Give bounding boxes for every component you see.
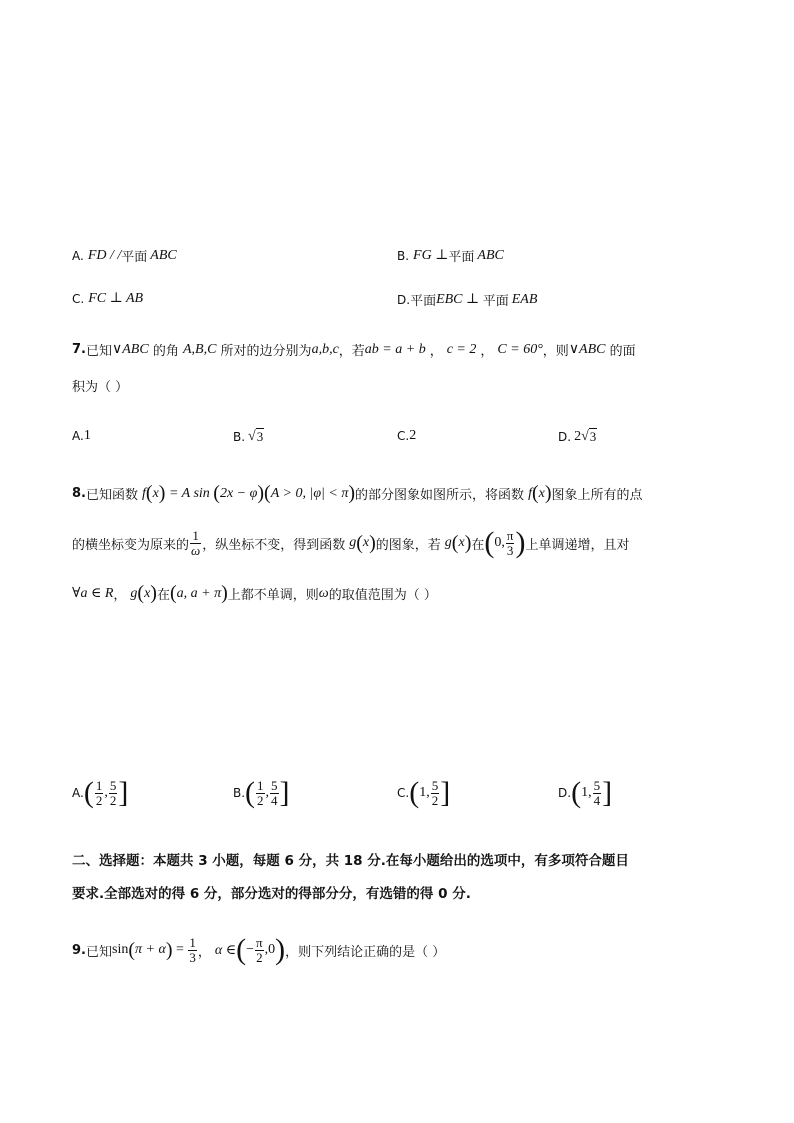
option-label: D. (558, 786, 572, 800)
fraction (593, 779, 602, 808)
paren: ) (544, 482, 552, 504)
option-expr: FD / / (87, 247, 122, 263)
stem-text: 在 (471, 537, 485, 553)
paren: ) (369, 531, 376, 554)
paren: ( (83, 776, 94, 809)
option-label: C. (397, 786, 410, 800)
option-label: C. (72, 291, 85, 306)
fraction (506, 529, 515, 558)
option-value: 2 (574, 428, 582, 444)
paren: ( (213, 482, 220, 504)
option-expr: ABC (150, 247, 177, 263)
paren: ( (145, 482, 153, 504)
stem-text: ， (197, 944, 211, 960)
triangle-symbol: ∨ABC (568, 342, 606, 357)
option-label: A. (72, 248, 84, 263)
paren: ( (356, 531, 363, 554)
numerator: 1 (189, 934, 196, 950)
question-number: 9. (72, 942, 86, 958)
bracket: ] (440, 776, 451, 809)
sides-expr: a,b,c (311, 341, 339, 357)
forall-expr: ∀a ∈ R (72, 586, 114, 601)
stem-text: 的取值范围为（ ） (328, 588, 437, 603)
q6-option-d (397, 290, 537, 309)
stem-text: ， (113, 588, 127, 603)
stem-text: 在 (156, 588, 170, 603)
paren: ( (264, 482, 271, 504)
perp-symbol: ⊥ (462, 292, 483, 307)
paren: ( (245, 776, 256, 809)
condition-expr: C = 60° (497, 341, 543, 357)
interval-start: 0, (494, 535, 505, 550)
fraction (255, 936, 264, 965)
paren: ( (137, 582, 145, 604)
fraction (431, 779, 440, 808)
stem-text: 已知函数 (85, 488, 138, 503)
numerator: 1 (257, 777, 264, 793)
numerator: 5 (271, 777, 278, 793)
comma: , (265, 785, 270, 800)
equation-expr: 2x − φ (219, 485, 258, 501)
paren: ) (221, 582, 228, 604)
function-name: f (528, 485, 532, 501)
interval-start: 1, (419, 785, 430, 800)
denominator: 2 (431, 792, 439, 808)
option-text: 平面 (410, 294, 437, 309)
paren: ) (150, 582, 157, 604)
q8-option-a (72, 778, 128, 808)
section2-line2: 要求.全部选对的得 6 分，部分选对的得部分分，有选错的得 0 分. (72, 886, 471, 902)
alpha-expr: α ∈ (214, 942, 237, 958)
q8-stem-line3 (72, 582, 437, 605)
fraction (95, 779, 104, 808)
denominator: 2 (256, 949, 263, 965)
stem-text: 的图象，若 (375, 537, 441, 553)
q7-stem-line1 (72, 340, 636, 359)
variable: x (458, 535, 465, 550)
variable: x (152, 485, 159, 501)
denominator: 3 (189, 949, 196, 965)
paren: ) (257, 482, 265, 504)
fraction (256, 779, 265, 808)
stem-text: 的部分图象如图所示，将函数 (355, 488, 525, 503)
option-expr: ABC (477, 247, 504, 263)
condition-expr: c = 2 (446, 341, 477, 357)
function-name: sin (112, 942, 129, 957)
triangle-symbol: ∨ABC (112, 342, 149, 357)
stem-text: ，若 (338, 344, 365, 359)
paren: ) (348, 482, 356, 504)
equation-expr: π + α (135, 942, 166, 957)
bracket: ] (602, 776, 613, 809)
sqrt-icon: √ (581, 428, 589, 444)
denominator: ω (191, 542, 201, 558)
paren: ( (571, 776, 582, 809)
paren: ( (128, 938, 136, 961)
q7-option-a (72, 428, 91, 444)
minus-sign: − (246, 942, 255, 957)
function-name: g (130, 585, 138, 601)
paren: ( (409, 776, 420, 809)
option-label: B. (233, 429, 246, 444)
option-value: 3 (256, 429, 264, 444)
stem-text: ，则 (542, 344, 569, 359)
option-expr: EBC (436, 291, 463, 307)
stem-text: 上都不单调，则 (227, 588, 319, 603)
option-expr: EAB (511, 291, 538, 307)
q7-stem-line2: 积为（ ） (72, 380, 129, 395)
bracket: ] (118, 776, 129, 809)
option-label: D. (397, 292, 411, 307)
equals-sign: = (172, 942, 188, 957)
option-value: 3 (589, 429, 597, 444)
q7-option-c (397, 428, 416, 444)
denominator: 2 (95, 792, 103, 808)
stem-text: 的角 (148, 344, 183, 359)
paren: ( (451, 531, 459, 554)
section2-line1: 二、选择题：本题共 3 小题，每题 6 分，共 18 分.在每小题给出的选项中，有多项符合题目 (72, 853, 629, 869)
numerator: 1 (192, 527, 199, 543)
stem-text: 已知 (85, 944, 112, 960)
stem-text: 的面 (605, 344, 636, 359)
q7-option-d (558, 428, 597, 445)
option-label: C. (397, 429, 410, 443)
numerator: π (256, 934, 263, 950)
option-text: 平面 (121, 250, 148, 265)
variable: x (362, 535, 370, 550)
paren: ) (515, 526, 526, 559)
denominator: 2 (109, 792, 117, 808)
stem-text: ， (429, 344, 443, 359)
paren: ( (236, 933, 247, 966)
q6-option-b (397, 246, 504, 265)
paren: ) (464, 531, 472, 554)
q8-stem-line2 (72, 528, 629, 558)
denominator: 4 (271, 792, 278, 808)
variable: x (538, 485, 545, 501)
angles-expr: A,B,C (182, 341, 217, 357)
option-text: 平面 (482, 294, 509, 309)
option-label: B. (233, 786, 246, 800)
paren: ) (165, 938, 173, 961)
q8-option-b (233, 778, 290, 808)
omega-symbol: ω (318, 585, 329, 601)
question-number: 8. (72, 486, 86, 501)
option-expr: FG ⊥ (413, 248, 449, 263)
denominator: 3 (506, 542, 514, 558)
option-expr: FC ⊥ AB (88, 291, 144, 306)
denominator: 4 (593, 792, 601, 808)
denominator: 2 (257, 792, 264, 808)
interval-start: 1, (581, 785, 592, 800)
stem-text: 的横坐标变为原来的 (72, 537, 190, 553)
numerator: 1 (95, 777, 103, 793)
option-value: 1 (83, 428, 91, 443)
paren: ( (484, 526, 495, 559)
numerator: 5 (431, 777, 439, 793)
variable: x (144, 585, 151, 601)
interval-end: ,0 (264, 942, 276, 957)
option-label: D. (558, 429, 572, 444)
option-label: A. (72, 429, 84, 443)
function-name: f (142, 485, 146, 501)
q9-stem (72, 935, 445, 965)
fraction (109, 779, 118, 808)
stem-text: ，则下列结论正确的是（ ） (285, 944, 446, 960)
q6-option-c (72, 290, 143, 307)
stem-text: 图象上所有的点 (551, 488, 643, 503)
interval-expr: a, a + π (176, 585, 222, 601)
numerator: 5 (593, 777, 601, 793)
stem-text: 所对的边分别为 (216, 344, 312, 359)
equation-expr: = A sin (165, 485, 214, 501)
sqrt-icon: √ (248, 428, 256, 444)
stem-text: ，纵坐标不变，得到函数 (202, 537, 346, 553)
option-label: B. (397, 248, 410, 263)
option-value: 2 (409, 428, 417, 443)
q8-option-c (397, 778, 450, 808)
option-text: 平面 (448, 250, 475, 265)
option-label: A. (72, 786, 84, 800)
fraction (190, 529, 201, 558)
fraction (188, 936, 197, 965)
paren: ( (531, 482, 539, 504)
q6-option-a (72, 246, 177, 265)
paren: ( (169, 582, 177, 604)
q8-option-d (558, 778, 612, 808)
paren: ) (158, 482, 166, 504)
fraction (270, 779, 279, 808)
numerator: 5 (109, 777, 117, 793)
question-number: 7. (72, 342, 86, 357)
function-name: g (349, 535, 357, 550)
stem-text: ， (480, 344, 494, 359)
q7-option-b (233, 428, 264, 445)
comma: , (104, 785, 108, 800)
paren: ) (275, 933, 286, 966)
condition-expr: A > 0, |φ| < π (270, 485, 349, 501)
q8-stem-line1 (72, 482, 643, 505)
stem-text: 已知 (85, 344, 112, 359)
numerator: π (506, 527, 514, 543)
bracket: ] (279, 776, 290, 809)
function-name: g (444, 535, 452, 550)
stem-text: 上单调递增，且对 (525, 537, 630, 553)
condition-expr: ab = a + b (364, 341, 426, 357)
